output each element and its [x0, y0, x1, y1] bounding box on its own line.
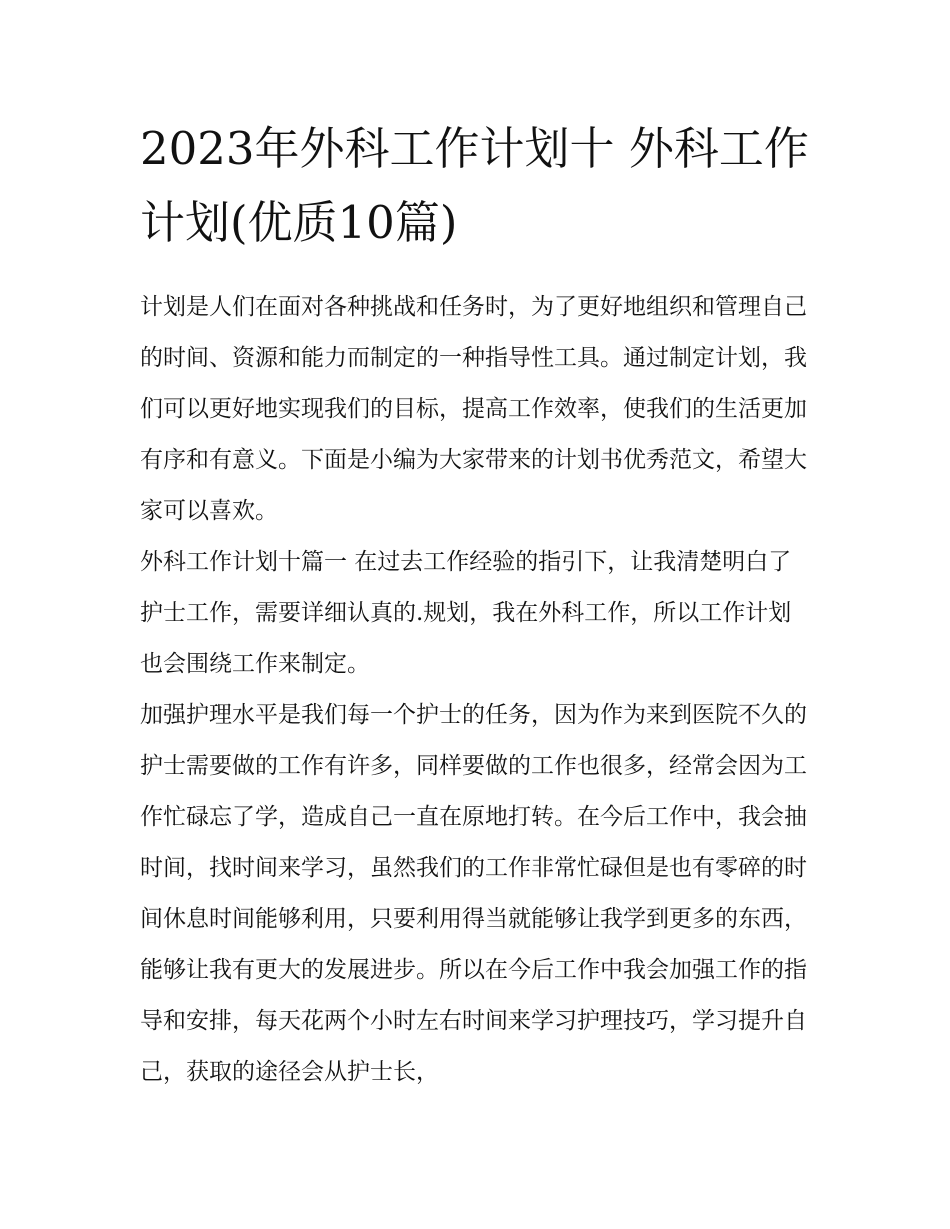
- document-page: [140, 112, 812, 1098]
- paragraph-plan-one: 外科工作计划十篇一 在过去工作经验的指引下，让我清楚明白了护士工作，需要详细认真的.规划，我在外科工作，所以工作计划也会围绕工作来制定。: [140, 549, 792, 677]
- paragraph-intro: 计划是人们在面对各种挑战和任务时，为了更好地组织和管理自己的时间、资源和能力而制定的一种指导性工具。通过制定计划，我们可以更好地实现我们的目标，提高工作效率，使我们的生活更加有序和有意义。下面是小编为大家带来的计划书优秀范文，希望大家可以喜欢。: [140, 294, 807, 524]
- document-title: 2023年外科工作计划十 外科工作计划(优质10篇): [140, 122, 809, 249]
- paragraph-nursing-skills: 加强护理水平是我们每一个护士的任务，因为作为来到医院不久的护士需要做的工作有许多，同样要做的工作也很多，经常会因为工作忙碌忘了学，造成自己一直在原地打转。在今后工作中，我会抽时间，找时间来学习，虽然我们的工作非常忙碌但是也有零碎的时间休息时间能够利用，只要利用得当就能够让我学到更多的东西，能够让我有更大的发展进步。所以在今后工作中我会加强工作的指导和安排，每天花两个小时左右时间来学习护理技巧，学习提升自己，获取的途径会从护士长，: [140, 702, 807, 1085]
